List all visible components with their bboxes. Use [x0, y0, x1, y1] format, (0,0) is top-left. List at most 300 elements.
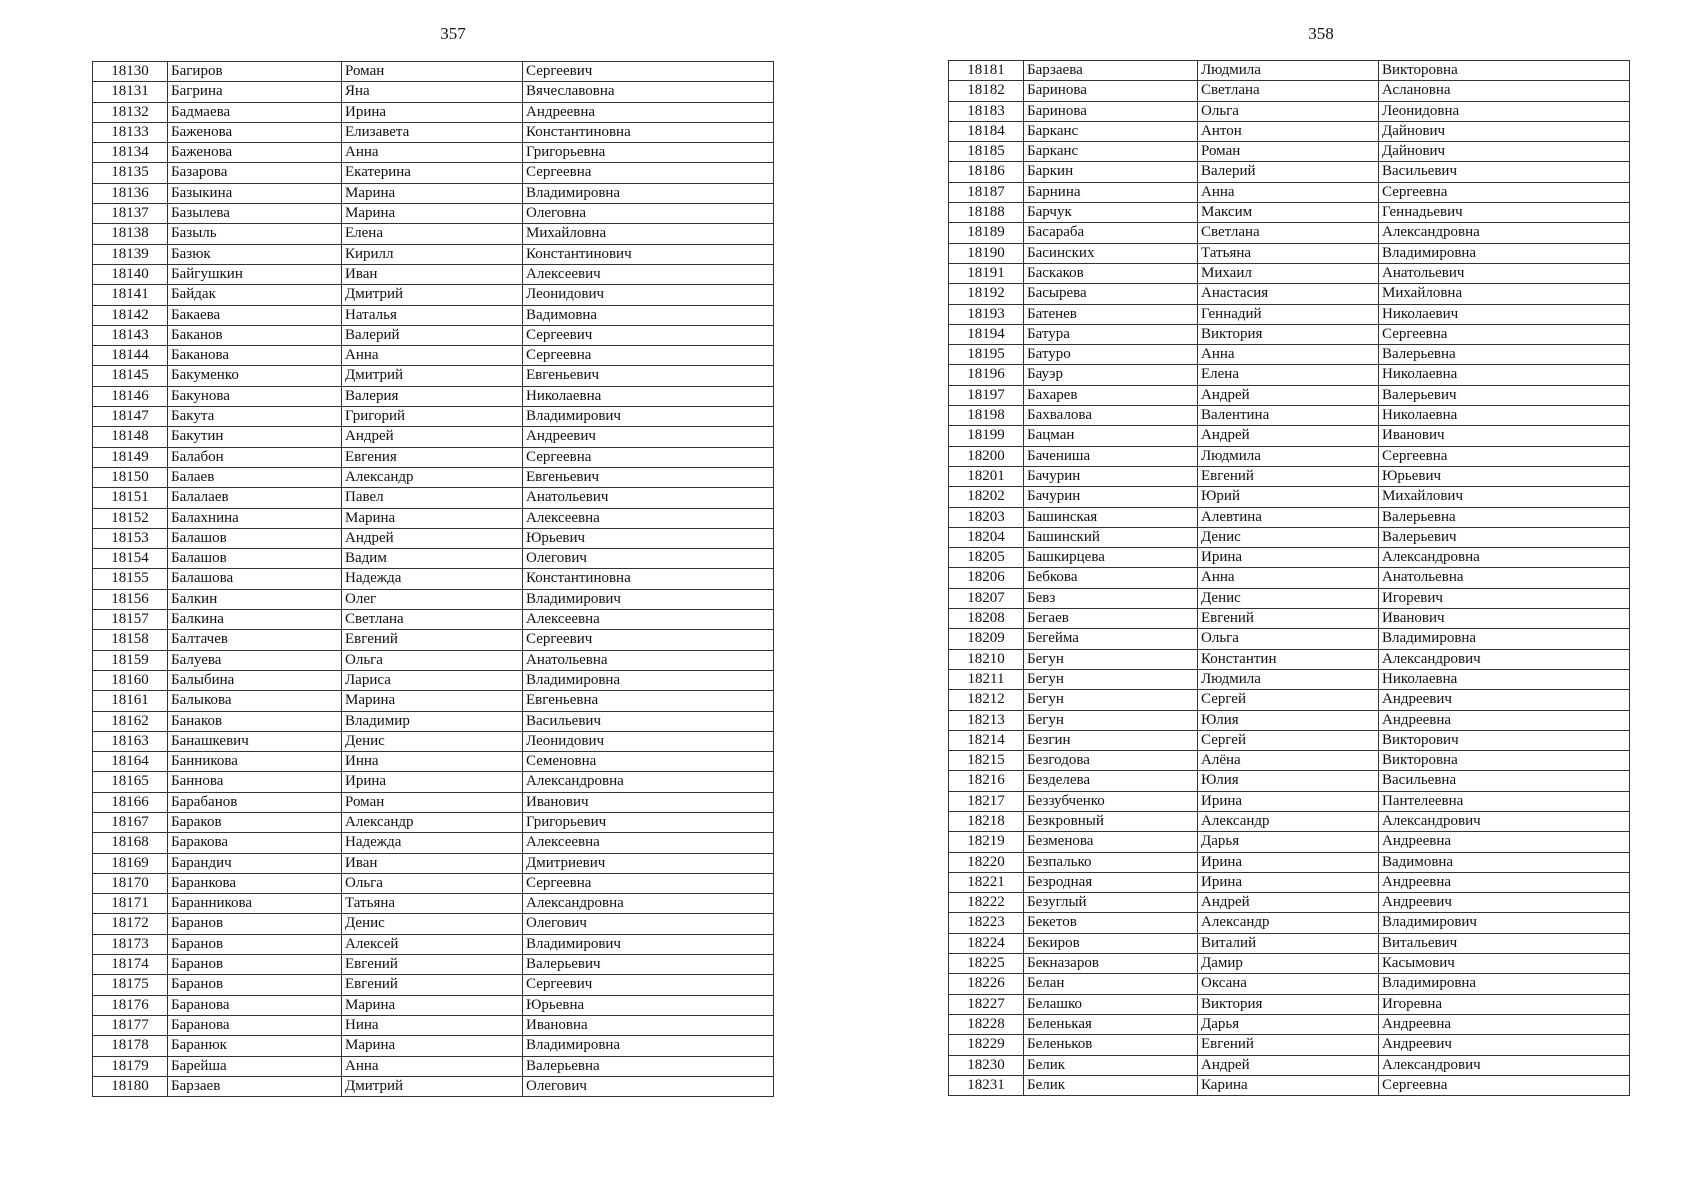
- given-name-cell: Инна: [342, 752, 523, 772]
- given-name-cell: Сергей: [1198, 730, 1379, 750]
- row-number: 18165: [93, 772, 168, 792]
- row-number: 18197: [949, 385, 1024, 405]
- row-number: 18158: [93, 630, 168, 650]
- given-name-cell: Дамир: [1198, 954, 1379, 974]
- row-number: 18180: [93, 1076, 168, 1096]
- patronymic-cell: Николаевна: [1379, 406, 1630, 426]
- patronymic-cell: Сергеевна: [523, 163, 774, 183]
- table-row: [93, 366, 774, 386]
- table-row: [93, 691, 774, 711]
- table-row: [949, 568, 1630, 588]
- given-name-cell: Лариса: [342, 670, 523, 690]
- given-name-cell: Ольга: [1198, 629, 1379, 649]
- patronymic-cell: Олеговна: [523, 204, 774, 224]
- surname-cell: Баракова: [168, 833, 342, 853]
- row-number: 18225: [949, 954, 1024, 974]
- given-name-cell: Сергей: [1198, 690, 1379, 710]
- patronymic-cell: Константиновна: [523, 122, 774, 142]
- row-number: 18182: [949, 81, 1024, 101]
- table-row: [93, 711, 774, 731]
- surname-cell: Банашкевич: [168, 731, 342, 751]
- given-name-cell: Иван: [342, 264, 523, 284]
- given-name-cell: Яна: [342, 82, 523, 102]
- patronymic-cell: Андреевна: [1379, 1014, 1630, 1034]
- patronymic-cell: Сергеевна: [1379, 446, 1630, 466]
- row-number: 18139: [93, 244, 168, 264]
- table-row: [949, 1075, 1630, 1095]
- patronymic-cell: Владимировна: [523, 670, 774, 690]
- patronymic-cell: Григорьевна: [523, 143, 774, 163]
- row-number: 18200: [949, 446, 1024, 466]
- row-number: 18217: [949, 791, 1024, 811]
- patronymic-cell: Евгеньевич: [523, 366, 774, 386]
- row-number: 18166: [93, 792, 168, 812]
- table-row: [93, 1015, 774, 1035]
- row-number: 18175: [93, 975, 168, 995]
- row-number: 18171: [93, 894, 168, 914]
- row-number: 18146: [93, 386, 168, 406]
- surname-cell: Безкровный: [1024, 811, 1198, 831]
- patronymic-cell: Сергеевна: [1379, 1075, 1630, 1095]
- row-number: 18211: [949, 669, 1024, 689]
- table-row: [93, 508, 774, 528]
- given-name-cell: Марина: [342, 183, 523, 203]
- given-name-cell: Александр: [342, 812, 523, 832]
- table-row: [949, 913, 1630, 933]
- table-row: [93, 894, 774, 914]
- row-number: 18185: [949, 142, 1024, 162]
- table-row: [93, 386, 774, 406]
- table-row: [93, 792, 774, 812]
- given-name-cell: Кирилл: [342, 244, 523, 264]
- patronymic-cell: Алексеевна: [523, 833, 774, 853]
- surname-cell: Базарова: [168, 163, 342, 183]
- row-number: 18184: [949, 121, 1024, 141]
- patronymic-cell: Андреевна: [1379, 872, 1630, 892]
- surname-cell: Безпалько: [1024, 852, 1198, 872]
- table-row: [949, 649, 1630, 669]
- row-number: 18215: [949, 751, 1024, 771]
- surname-cell: Балуева: [168, 650, 342, 670]
- table-row: [949, 791, 1630, 811]
- table-row: [949, 933, 1630, 953]
- given-name-cell: Иван: [342, 853, 523, 873]
- patronymic-cell: Олегович: [523, 914, 774, 934]
- patronymic-cell: Михайловна: [1379, 284, 1630, 304]
- surname-cell: Барнина: [1024, 182, 1198, 202]
- row-number: 18144: [93, 346, 168, 366]
- table-row: [93, 670, 774, 690]
- surname-cell: Башинский: [1024, 527, 1198, 547]
- table-row: [949, 771, 1630, 791]
- row-number: 18198: [949, 406, 1024, 426]
- row-number: 18143: [93, 325, 168, 345]
- table-row: [949, 994, 1630, 1014]
- table-row: [949, 527, 1630, 547]
- table-row: [93, 62, 774, 82]
- given-name-cell: Татьяна: [1198, 243, 1379, 263]
- table-row: [949, 243, 1630, 263]
- row-number: 18199: [949, 426, 1024, 446]
- patronymic-cell: Викторовна: [1379, 61, 1630, 81]
- table-row: [949, 629, 1630, 649]
- surname-cell: Базюк: [168, 244, 342, 264]
- row-number: 18141: [93, 285, 168, 305]
- row-number: 18227: [949, 994, 1024, 1014]
- surname-cell: Бегун: [1024, 649, 1198, 669]
- row-number: 18170: [93, 873, 168, 893]
- table-row: [949, 974, 1630, 994]
- row-number: 18145: [93, 366, 168, 386]
- row-number: 18164: [93, 752, 168, 772]
- row-number: 18219: [949, 832, 1024, 852]
- patronymic-cell: Владимировна: [1379, 629, 1630, 649]
- row-number: 18172: [93, 914, 168, 934]
- patronymic-cell: Семеновна: [523, 752, 774, 772]
- surname-cell: Безгин: [1024, 730, 1198, 750]
- row-number: 18214: [949, 730, 1024, 750]
- table-row: [949, 304, 1630, 324]
- table-row: [93, 427, 774, 447]
- given-name-cell: Денис: [342, 914, 523, 934]
- row-number: 18192: [949, 284, 1024, 304]
- patronymic-cell: Викторовна: [1379, 751, 1630, 771]
- patronymic-cell: Андреевна: [1379, 832, 1630, 852]
- surname-cell: Байгушкин: [168, 264, 342, 284]
- surname-cell: Баранов: [168, 955, 342, 975]
- patronymic-cell: Юрьевич: [523, 528, 774, 548]
- table-row: [93, 285, 774, 305]
- row-number: 18152: [93, 508, 168, 528]
- given-name-cell: Евгений: [1198, 609, 1379, 629]
- row-number: 18181: [949, 61, 1024, 81]
- given-name-cell: Анна: [1198, 568, 1379, 588]
- row-number: 18228: [949, 1014, 1024, 1034]
- patronymic-cell: Дайнович: [1379, 121, 1630, 141]
- table-row: [93, 143, 774, 163]
- row-number: 18162: [93, 711, 168, 731]
- given-name-cell: Евгений: [342, 630, 523, 650]
- table-row: [949, 1014, 1630, 1034]
- table-row: [93, 264, 774, 284]
- table-row: [949, 466, 1630, 486]
- given-name-cell: Валерий: [342, 325, 523, 345]
- register-table: [948, 60, 1630, 1096]
- surname-cell: Балтачев: [168, 630, 342, 650]
- given-name-cell: Светлана: [1198, 223, 1379, 243]
- surname-cell: Балахнина: [168, 508, 342, 528]
- given-name-cell: Виктория: [1198, 994, 1379, 1014]
- patronymic-cell: Владимирович: [523, 589, 774, 609]
- surname-cell: Балыбина: [168, 670, 342, 690]
- patronymic-cell: Александровна: [523, 772, 774, 792]
- row-number: 18223: [949, 913, 1024, 933]
- row-number: 18134: [93, 143, 168, 163]
- surname-cell: Басырева: [1024, 284, 1198, 304]
- given-name-cell: Анна: [1198, 345, 1379, 365]
- row-number: 18149: [93, 447, 168, 467]
- row-number: 18167: [93, 812, 168, 832]
- table-row: [949, 426, 1630, 446]
- given-name-cell: Елена: [1198, 365, 1379, 385]
- given-name-cell: Ольга: [1198, 101, 1379, 121]
- surname-cell: Баженова: [168, 122, 342, 142]
- row-number: 18136: [93, 183, 168, 203]
- row-number: 18169: [93, 853, 168, 873]
- table-row: [949, 811, 1630, 831]
- patronymic-cell: Леонидовна: [1379, 101, 1630, 121]
- patronymic-cell: Николаевич: [1379, 304, 1630, 324]
- row-number: 18163: [93, 731, 168, 751]
- patronymic-cell: Иванович: [523, 792, 774, 812]
- table-row: [949, 507, 1630, 527]
- given-name-cell: Марина: [342, 204, 523, 224]
- surname-cell: Базыль: [168, 224, 342, 244]
- row-number: 18216: [949, 771, 1024, 791]
- given-name-cell: Валерия: [342, 386, 523, 406]
- given-name-cell: Владимир: [342, 711, 523, 731]
- given-name-cell: Анна: [342, 1056, 523, 1076]
- surname-cell: Бачурин: [1024, 466, 1198, 486]
- row-number: 18153: [93, 528, 168, 548]
- row-number: 18142: [93, 305, 168, 325]
- surname-cell: Баранов: [168, 914, 342, 934]
- table-row: [93, 853, 774, 873]
- surname-cell: Баранникова: [168, 894, 342, 914]
- patronymic-cell: Николаевна: [1379, 669, 1630, 689]
- surname-cell: Барканс: [1024, 121, 1198, 141]
- row-number: 18147: [93, 407, 168, 427]
- row-number: 18179: [93, 1056, 168, 1076]
- row-number: 18210: [949, 649, 1024, 669]
- patronymic-cell: Ивановна: [523, 1015, 774, 1035]
- table-row: [949, 101, 1630, 121]
- given-name-cell: Евгений: [342, 955, 523, 975]
- row-number: 18187: [949, 182, 1024, 202]
- table-row: [949, 263, 1630, 283]
- surname-cell: Баркин: [1024, 162, 1198, 182]
- table-row: [949, 872, 1630, 892]
- surname-cell: Басинских: [1024, 243, 1198, 263]
- row-number: 18160: [93, 670, 168, 690]
- surname-cell: Бекетов: [1024, 913, 1198, 933]
- table-row: [93, 407, 774, 427]
- given-name-cell: Анна: [342, 143, 523, 163]
- table-row: [93, 346, 774, 366]
- surname-cell: Балашова: [168, 569, 342, 589]
- patronymic-cell: Владимирович: [523, 407, 774, 427]
- given-name-cell: Александр: [342, 467, 523, 487]
- given-name-cell: Марина: [342, 1036, 523, 1056]
- table-row: [93, 488, 774, 508]
- table-row: [949, 142, 1630, 162]
- patronymic-cell: Анатольевна: [1379, 568, 1630, 588]
- patronymic-cell: Олегович: [523, 549, 774, 569]
- surname-cell: Бебкова: [1024, 568, 1198, 588]
- table-row: [93, 812, 774, 832]
- surname-cell: Багрина: [168, 82, 342, 102]
- row-number: 18212: [949, 690, 1024, 710]
- surname-cell: Белик: [1024, 1055, 1198, 1075]
- patronymic-cell: Владимирович: [1379, 913, 1630, 933]
- row-number: 18205: [949, 548, 1024, 568]
- given-name-cell: Людмила: [1198, 61, 1379, 81]
- row-number: 18132: [93, 102, 168, 122]
- given-name-cell: Михаил: [1198, 263, 1379, 283]
- table-row: [949, 852, 1630, 872]
- surname-cell: Баринова: [1024, 101, 1198, 121]
- surname-cell: Баканова: [168, 346, 342, 366]
- surname-cell: Бачениша: [1024, 446, 1198, 466]
- table-row: [949, 487, 1630, 507]
- given-name-cell: Роман: [342, 792, 523, 812]
- surname-cell: Башкирцева: [1024, 548, 1198, 568]
- patronymic-cell: Андреевич: [523, 427, 774, 447]
- table-row: [949, 710, 1630, 730]
- row-number: 18207: [949, 588, 1024, 608]
- patronymic-cell: Олегович: [523, 1076, 774, 1096]
- surname-cell: Бахвалова: [1024, 406, 1198, 426]
- row-number: 18220: [949, 852, 1024, 872]
- surname-cell: Байдак: [168, 285, 342, 305]
- given-name-cell: Ирина: [1198, 852, 1379, 872]
- row-number: 18190: [949, 243, 1024, 263]
- row-number: 18177: [93, 1015, 168, 1035]
- given-name-cell: Андрей: [342, 427, 523, 447]
- row-number: 18156: [93, 589, 168, 609]
- surname-cell: Барканс: [1024, 142, 1198, 162]
- given-name-cell: Карина: [1198, 1075, 1379, 1095]
- row-number: 18224: [949, 933, 1024, 953]
- row-number: 18218: [949, 811, 1024, 831]
- surname-cell: Безродная: [1024, 872, 1198, 892]
- patronymic-cell: Викторович: [1379, 730, 1630, 750]
- surname-cell: Базылева: [168, 204, 342, 224]
- row-number: 18213: [949, 710, 1024, 730]
- given-name-cell: Олег: [342, 589, 523, 609]
- row-number: 18174: [93, 955, 168, 975]
- given-name-cell: Вадим: [342, 549, 523, 569]
- row-number: 18188: [949, 203, 1024, 223]
- patronymic-cell: Валерьевич: [523, 955, 774, 975]
- given-name-cell: Юлия: [1198, 771, 1379, 791]
- surname-cell: Белик: [1024, 1075, 1198, 1095]
- row-number: 18191: [949, 263, 1024, 283]
- surname-cell: Барабанов: [168, 792, 342, 812]
- surname-cell: Баранов: [168, 975, 342, 995]
- surname-cell: Бегун: [1024, 690, 1198, 710]
- patronymic-cell: Валерьевич: [1379, 527, 1630, 547]
- patronymic-cell: Сергеевич: [523, 975, 774, 995]
- given-name-cell: Андрей: [1198, 1055, 1379, 1075]
- given-name-cell: Григорий: [342, 407, 523, 427]
- patronymic-cell: Юрьевич: [1379, 466, 1630, 486]
- table-row: [949, 669, 1630, 689]
- row-number: 18131: [93, 82, 168, 102]
- patronymic-cell: Сергеевна: [523, 873, 774, 893]
- patronymic-cell: Касымович: [1379, 954, 1630, 974]
- row-number: 18231: [949, 1075, 1024, 1095]
- surname-cell: Барзаев: [168, 1076, 342, 1096]
- row-number: 18151: [93, 488, 168, 508]
- table-row: [93, 1036, 774, 1056]
- table-row: [93, 650, 774, 670]
- given-name-cell: Андрей: [1198, 385, 1379, 405]
- patronymic-cell: Александровна: [1379, 223, 1630, 243]
- given-name-cell: Екатерина: [342, 163, 523, 183]
- given-name-cell: Александр: [1198, 913, 1379, 933]
- table-row: [93, 122, 774, 142]
- patronymic-cell: Николаевна: [523, 386, 774, 406]
- patronymic-cell: Анатольевич: [523, 488, 774, 508]
- table-row: [93, 224, 774, 244]
- surname-cell: Баскаков: [1024, 263, 1198, 283]
- given-name-cell: Андрей: [1198, 426, 1379, 446]
- patronymic-cell: Валерьевна: [523, 1056, 774, 1076]
- table-row: [949, 406, 1630, 426]
- table-row: [93, 630, 774, 650]
- patronymic-cell: Иванович: [1379, 426, 1630, 446]
- given-name-cell: Наталья: [342, 305, 523, 325]
- row-number: 18208: [949, 609, 1024, 629]
- given-name-cell: Евгений: [1198, 1035, 1379, 1055]
- given-name-cell: Виталий: [1198, 933, 1379, 953]
- patronymic-cell: Игоревич: [1379, 588, 1630, 608]
- table-row: [949, 1055, 1630, 1075]
- patronymic-cell: Андреевич: [1379, 1035, 1630, 1055]
- surname-cell: Бараков: [168, 812, 342, 832]
- surname-cell: Бакута: [168, 407, 342, 427]
- surname-cell: Басараба: [1024, 223, 1198, 243]
- patronymic-cell: Васильевич: [523, 711, 774, 731]
- page-number: 358: [1308, 24, 1334, 43]
- surname-cell: Барандич: [168, 853, 342, 873]
- surname-cell: Безгодова: [1024, 751, 1198, 771]
- given-name-cell: Елена: [342, 224, 523, 244]
- table-row: [93, 82, 774, 102]
- patronymic-cell: Дмитриевич: [523, 853, 774, 873]
- row-number: 18137: [93, 204, 168, 224]
- patronymic-cell: Владимировна: [523, 183, 774, 203]
- table-row: [93, 305, 774, 325]
- row-number: 18176: [93, 995, 168, 1015]
- row-number: 18157: [93, 610, 168, 630]
- table-row: [93, 731, 774, 751]
- row-number: 18135: [93, 163, 168, 183]
- given-name-cell: Дмитрий: [342, 285, 523, 305]
- table-row: [93, 772, 774, 792]
- given-name-cell: Надежда: [342, 833, 523, 853]
- patronymic-cell: Леонидович: [523, 285, 774, 305]
- surname-cell: Бегаев: [1024, 609, 1198, 629]
- patronymic-cell: Владимировна: [1379, 243, 1630, 263]
- table-row: [949, 121, 1630, 141]
- table-row: [93, 1076, 774, 1096]
- surname-cell: Бевз: [1024, 588, 1198, 608]
- row-number: 18206: [949, 568, 1024, 588]
- surname-cell: Беззубченко: [1024, 791, 1198, 811]
- surname-cell: Балашов: [168, 528, 342, 548]
- row-number: 18161: [93, 691, 168, 711]
- patronymic-cell: Сергеевич: [523, 630, 774, 650]
- row-number: 18183: [949, 101, 1024, 121]
- table-row: [93, 833, 774, 853]
- table-row: [93, 589, 774, 609]
- patronymic-cell: Витальевич: [1379, 933, 1630, 953]
- surname-cell: Безменова: [1024, 832, 1198, 852]
- table-row: [93, 244, 774, 264]
- given-name-cell: Денис: [1198, 527, 1379, 547]
